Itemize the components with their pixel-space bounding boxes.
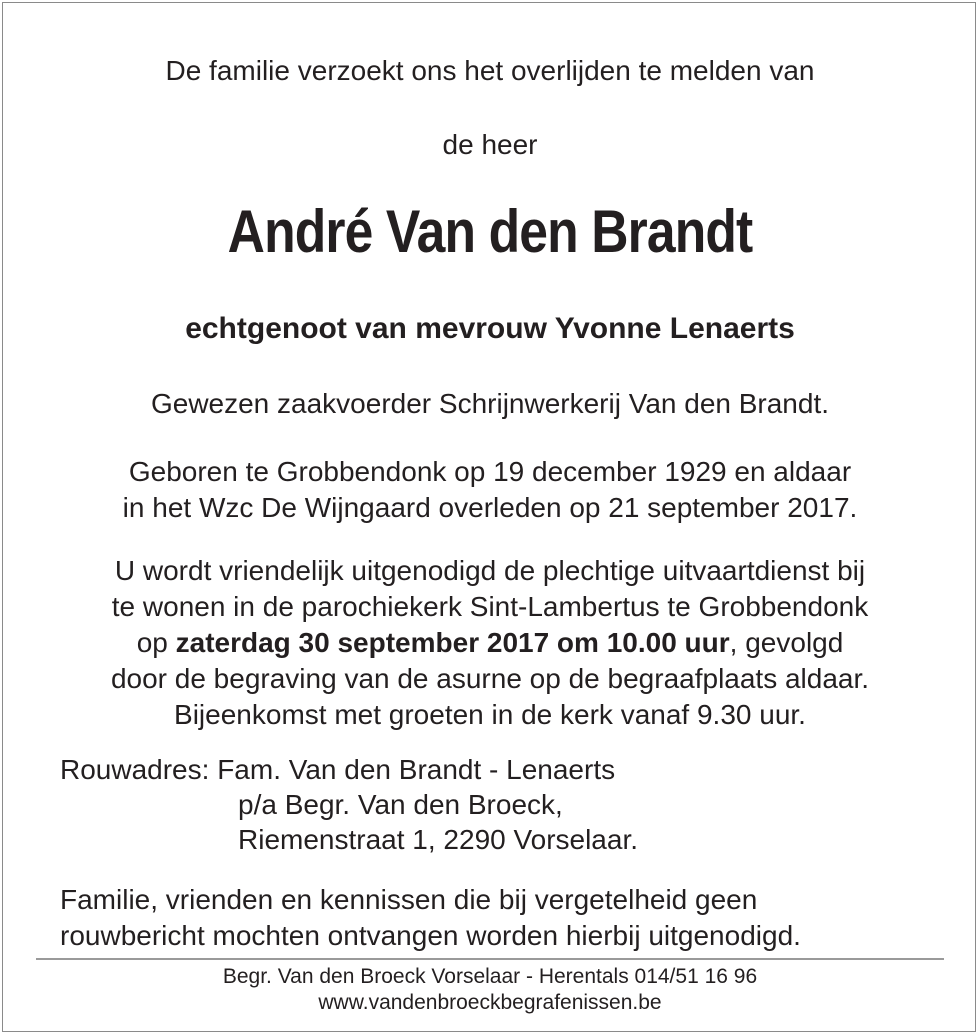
service-date-time: zaterdag 30 september 2017 om 10.00 uur <box>175 627 730 658</box>
address-label: Rouwadres: <box>60 754 218 785</box>
funeral-home-contact: Begr. Van den Broeck Vorselaar - Herentals 014/51 16 96 <box>222 965 758 988</box>
service-line-5: Bijeenkomst met groeten in de kerk vanaf 9.30 uur. <box>174 699 806 730</box>
footer-divider <box>36 958 944 960</box>
closing-line-1: Familie, vrienden en kennissen die bij vergetelheid geen <box>60 884 758 915</box>
mourning-address <box>60 752 638 857</box>
service-line-3-prefix: op <box>136 627 176 658</box>
career-text: Gewezen zaakvoerder Schrijnwerkerij Van den Brandt. <box>150 388 830 419</box>
deceased-name: André Van den Brandt <box>227 198 753 265</box>
funeral-service-block <box>0 553 980 733</box>
death-line: in het Wzc De Wijngaard overleden op 21 september 2017. <box>122 492 858 523</box>
service-line-2: te wonen in de parochiekerk Sint-Lambertus te Grobbendonk <box>111 591 869 622</box>
address-family: Fam. Van den Brandt - Lenaerts <box>217 754 616 785</box>
funeral-home-website: www.vandenbroeckbegrafenissen.be <box>318 991 662 1014</box>
closing-line-2: rouwbericht mochten ontvangen worden hierbij uitgenodigd. <box>60 920 801 951</box>
address-line-1 <box>60 752 638 787</box>
birth-line: Geboren te Grobbendonk op 19 december 1929 en aldaar <box>128 456 852 487</box>
service-line-4: door de begraving van de asurne op de begraafplaats aldaar. <box>110 663 870 694</box>
service-line-3-suffix: , gevolgd <box>729 627 844 658</box>
address-line-2: p/a Begr. Van den Broeck, <box>238 789 563 820</box>
salutation-text: de heer <box>442 129 538 160</box>
spouse-text: echtgenoot van mevrouw Yvonne Lenaerts <box>185 312 795 345</box>
service-line-3 <box>0 625 980 661</box>
birth-death-block <box>0 454 980 526</box>
service-line-1: U wordt vriendelijk uitgenodigd de plechtige uitvaartdienst bij <box>114 555 866 586</box>
closing-notice <box>60 882 801 954</box>
intro-text: De familie verzoekt ons het overlijden te melden van <box>165 55 815 86</box>
address-line-3: Riemenstraat 1, 2290 Vorselaar. <box>238 824 639 855</box>
funeral-home-footer <box>0 964 980 1016</box>
